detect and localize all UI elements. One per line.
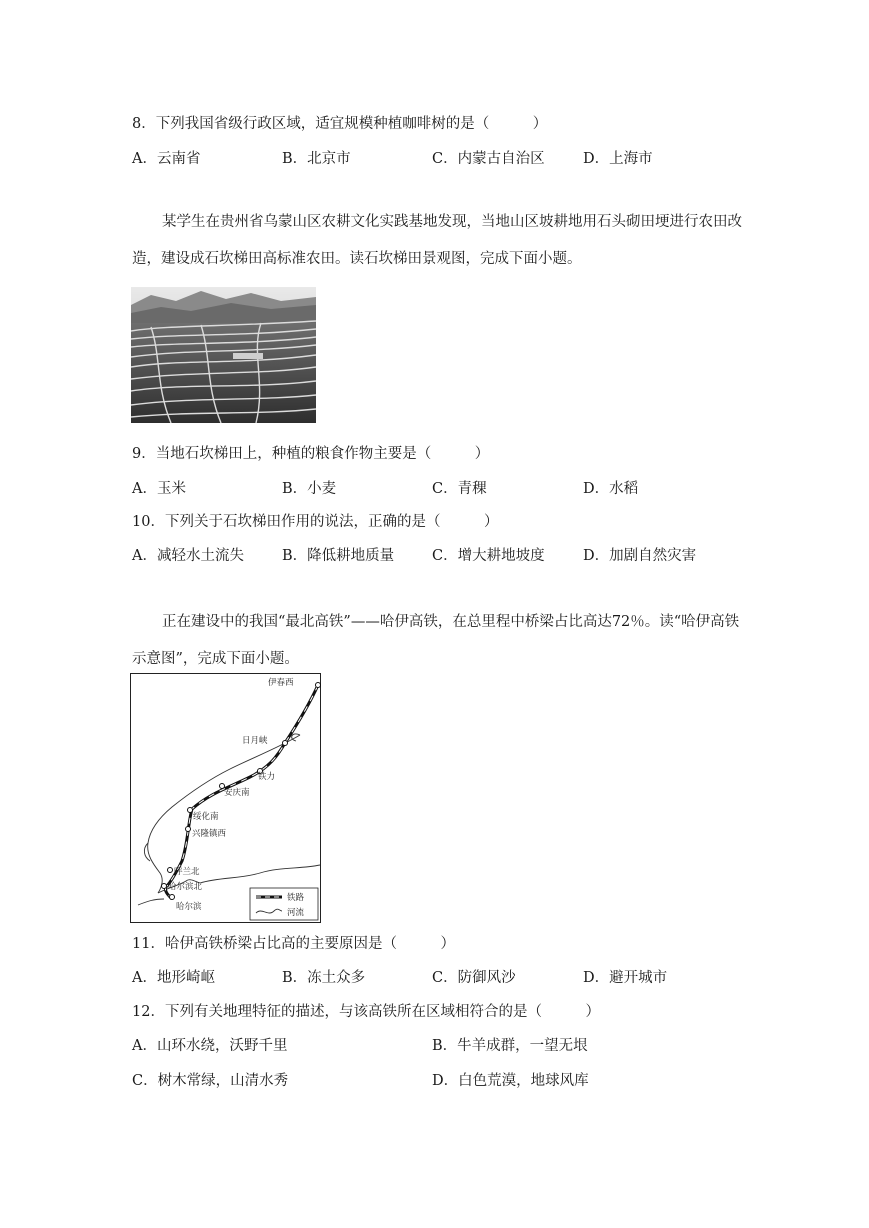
q11-option-d: D．避开城市 — [583, 970, 668, 986]
station-label: 日月峡 — [242, 736, 268, 746]
station-label: 兴隆镇西 — [192, 829, 227, 839]
q9-option-b: B．小麦 — [282, 481, 337, 497]
q9-option-a: A．玉米 — [132, 481, 186, 497]
question-10-stem: 10．下列关于石坎梯田作用的说法，正确的是（ ） — [132, 514, 499, 530]
terraced-field-photo — [131, 287, 316, 423]
station-harbin-dot — [170, 895, 175, 900]
q12-option-b: B．牛羊成群，一望无垠 — [432, 1038, 588, 1054]
q11-option-a: A．地形崎岖 — [132, 970, 215, 986]
passage-terraced-fields-text: 某学生在贵州省乌蒙山区农耕文化实践基地发现，当地山区坡耕地用石头砌田埂进行农田改造，建设成石坎梯田高标准农田。读石坎梯田景观图，完成下面小题。 — [132, 214, 742, 267]
q12-option-a: A．山环水绕，沃野千里 — [132, 1038, 288, 1054]
station-label: 铁力 — [258, 772, 276, 782]
q8-option-b: B．北京市 — [282, 151, 351, 167]
q8-option-c: C．内蒙古自治区 — [432, 151, 545, 167]
q9-option-d: D．水稻 — [583, 481, 639, 497]
q8-option-d: D．上海市 — [583, 151, 653, 167]
q8-option-a: A．云南省 — [132, 151, 201, 167]
map-legend — [250, 888, 318, 920]
question-12-stem: 12．下列有关地理特征的描述，与该高铁所在区域相符合的是（ ） — [132, 1004, 600, 1020]
station-label: 哈尔滨北 — [168, 882, 203, 892]
station-label: 安庆南 — [224, 788, 250, 798]
station-yichunxi-dot — [316, 683, 321, 688]
q11-option-c: C．防御风沙 — [432, 970, 516, 986]
q10-option-a: A．减轻水土流失 — [132, 548, 244, 564]
station-suihuanan-dot — [188, 808, 193, 813]
q10-option-b: B．降低耕地质量 — [282, 548, 395, 564]
station-label: 呼兰北 — [174, 867, 200, 877]
q10-option-d: D．加剧自然灾害 — [583, 548, 697, 564]
passage-terraced-fields — [132, 204, 742, 278]
q12-option-c: C．树木常绿，山清水秀 — [132, 1073, 289, 1089]
station-xinglongzhenxi-dot — [186, 827, 191, 832]
legend-railway-label: 铁路 — [287, 893, 305, 903]
legend-river-label: 河流 — [287, 908, 305, 918]
station-riyuexia-dot — [283, 741, 288, 746]
station-label: 哈尔滨 — [176, 902, 202, 912]
question-11-stem: 11．哈伊高铁桥梁占比高的主要原因是（ ） — [132, 936, 455, 952]
station-hulanbei-dot — [168, 868, 173, 873]
question-8-stem: 8．下列我国省级行政区域，适宜规模种植咖啡树的是（ ） — [132, 116, 548, 132]
passage-haiyi-railway — [132, 604, 742, 678]
q10-option-c: C．增大耕地坡度 — [432, 548, 545, 564]
q12-option-d: D．白色荒漠，地球风库 — [432, 1073, 589, 1089]
station-label: 伊春西 — [268, 678, 294, 688]
passage-haiyi-railway-text: 正在建设中的我国“最北高铁”——哈伊高铁，在总里程中桥梁占比高达72％。读“哈伊高铁示意图”，完成下面小题。 — [132, 614, 740, 667]
haiyi-railway-map — [130, 673, 321, 923]
station-harbinbei-dot — [162, 884, 167, 889]
q11-option-b: B．冻土众多 — [282, 970, 366, 986]
station-label: 绥化南 — [193, 812, 219, 822]
q9-option-c: C．青稞 — [432, 481, 487, 497]
question-9-stem: 9．当地石坎梯田上，种植的粮食作物主要是（ ） — [132, 446, 490, 462]
